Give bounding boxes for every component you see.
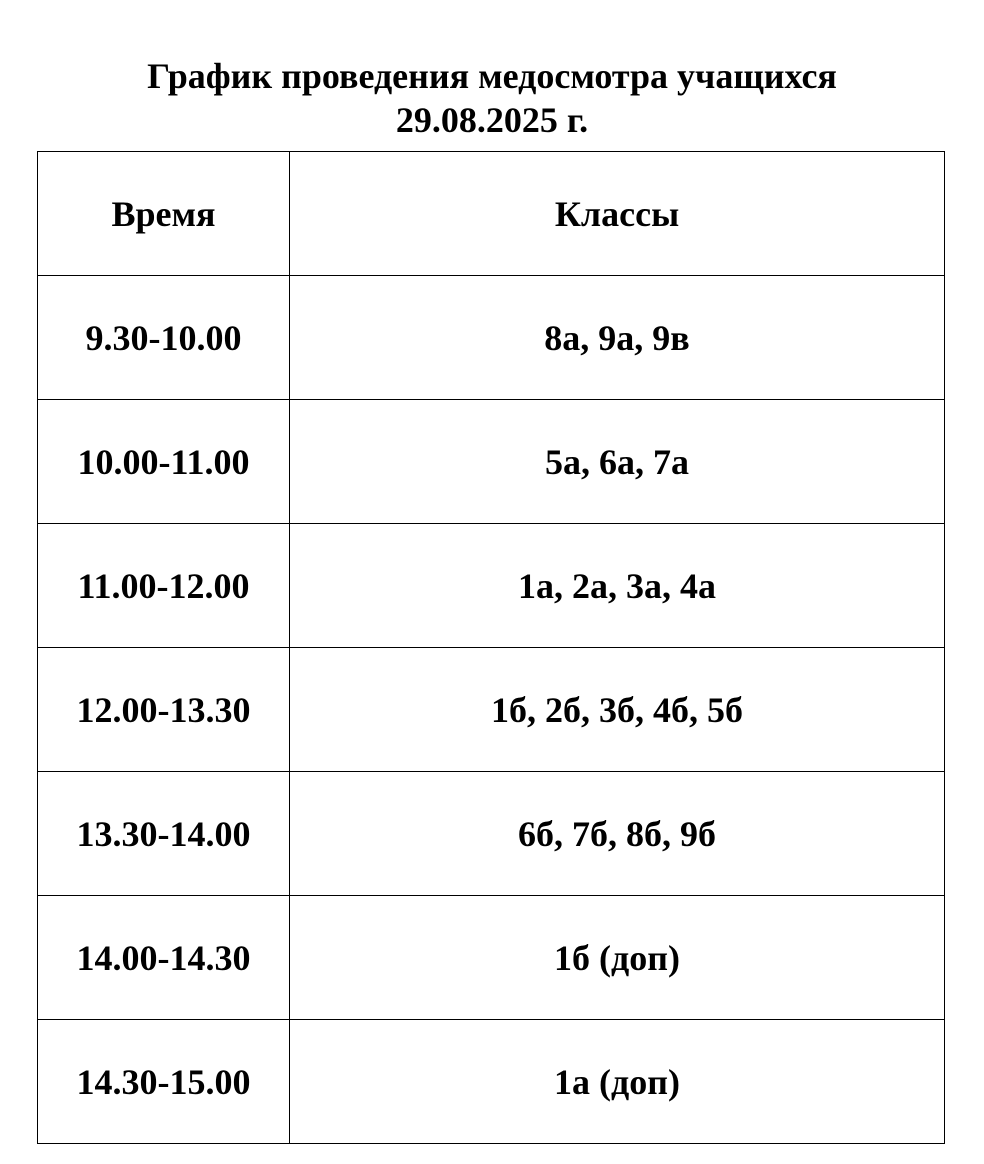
title-date: 29.08.2025 г. [395,100,589,140]
classes-cell: 1б (доп) [290,896,945,1020]
time-cell: 14.30-15.00 [38,1020,290,1144]
time-cell: 11.00-12.00 [38,524,290,648]
time-cell: 13.30-14.00 [38,772,290,896]
schedule-table [37,151,945,1144]
classes-cell: 1а (доп) [290,1020,945,1144]
table-row [38,400,945,524]
time-cell: 12.00-13.30 [38,648,290,772]
table-row [38,1020,945,1144]
classes-cell: 8а, 9а, 9в [290,276,945,400]
table-row [38,772,945,896]
time-cell: 10.00-11.00 [38,400,290,524]
header-time: Время [38,152,290,276]
header-classes: Классы [290,152,945,276]
table-header-row [38,152,945,276]
table-row [38,524,945,648]
classes-cell: 1а, 2а, 3а, 4а [290,524,945,648]
table-row [38,648,945,772]
classes-cell: 1б, 2б, 3б, 4б, 5б [290,648,945,772]
document-title [0,54,984,142]
time-cell: 9.30-10.00 [38,276,290,400]
table-row [38,896,945,1020]
time-cell: 14.00-14.30 [38,896,290,1020]
classes-cell: 5а, 6а, 7а [290,400,945,524]
title-line-1: График проведения медосмотра учащихся [147,56,837,96]
table-row [38,276,945,400]
classes-cell: 6б, 7б, 8б, 9б [290,772,945,896]
